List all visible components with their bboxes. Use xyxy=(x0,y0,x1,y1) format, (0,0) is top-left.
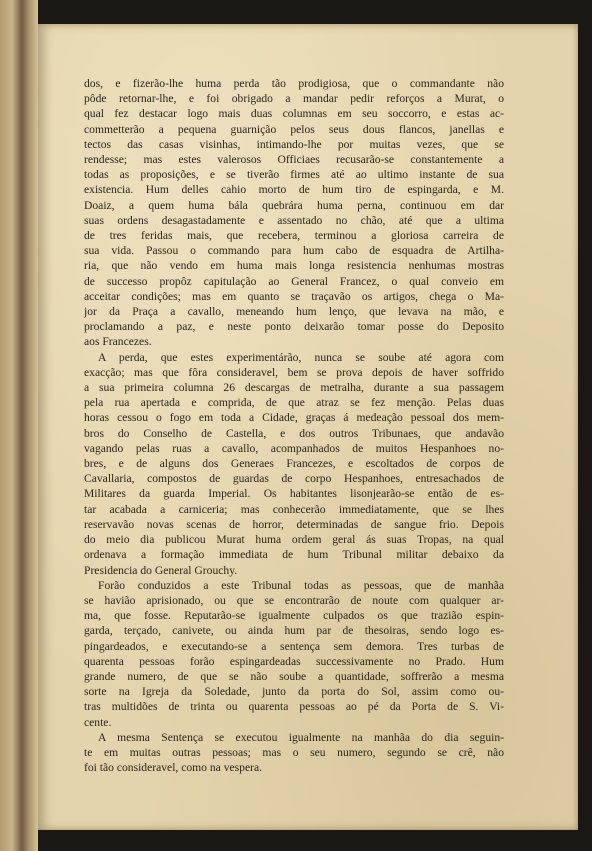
text-line: aos Francezes. xyxy=(84,335,152,349)
text-line: horas cessou o fogo em toda a Cidade, graças á medeação pessoal dos mem- xyxy=(84,411,504,425)
text-line: jor da Praça a cavallo, meneando hum lenço, que levava na mão, e xyxy=(84,305,504,319)
text-line: Cavallaria, compostos de guardas de corpo Hespanhoes, entresachados de xyxy=(84,472,504,486)
text-line: pôde retornar-lhe, e foi obrigado a mandar pedir reforços a Murat, o xyxy=(84,92,504,106)
text-line: ordenava a formação immediata de hum Tribunal militar debaixo da xyxy=(84,548,504,562)
text-line: A mesma Sentença se executou igualmente na manhãa do dia seguin- xyxy=(98,730,504,744)
text-line: Doaiz, a quem huma bála quebrára huma perna, continuou em dar xyxy=(84,198,504,212)
text-line: todas as proposições, e se tiverão firmes até ao ultimo instante de sua xyxy=(84,168,504,182)
text-line: qual fez destacar logo mais duas columnas em seu soccorro, e estas ac- xyxy=(84,107,504,121)
text-line: cente. xyxy=(84,715,112,729)
text-line: A perda, que estes experimentárão, nunca se soube até agora com xyxy=(98,350,504,364)
text-line: sua vida. Passou o commando para hum cabo de esquadra de Artilha- xyxy=(84,244,504,258)
text-line: do meio dia publicou Murat huma ordem geral ás suas Tropas, na qual xyxy=(84,533,504,547)
text-line: pingardeados, e executando-se a sentença sem demora. Tres turbas de xyxy=(84,639,504,653)
text-line: reservavão novas scenas de horror, determinadas de sangue frio. Depois xyxy=(84,517,504,531)
text-line: Militares da guarda Imperial. Os habitantes lisonjearão-se então de es- xyxy=(84,487,504,501)
facing-page-edge xyxy=(0,0,22,851)
text-line: garda, terçado, canivete, ou ainda hum par de thesoiras, sendo logo es- xyxy=(84,624,504,638)
text-line: se havião aprisionado, ou que se encontrarão de noute com qualquer ar- xyxy=(84,593,504,607)
text-line: Forão conduzidos a este Tribunal todas as pessoas, que de manhãa xyxy=(98,578,504,592)
text-line: suas ordens desagastadamente e assentado no chão, até que a ultima xyxy=(84,213,504,227)
text-line: ria, que não vendo em huma mais longa resistencia nenhumas mostras xyxy=(84,259,504,273)
text-line: tectos das casas visinhas, intimando-lhe por muitas vezes, que se xyxy=(84,137,504,151)
text-line: dos, e fizerão-lhe huma perda tão prodigiosa, que o commandante não xyxy=(84,77,504,90)
text-line: ma, que fosse. Reputarão-se igualmente culpados os que trazião espin- xyxy=(84,609,504,623)
text-line: foi tão consideravel, como na vespera. xyxy=(84,761,263,775)
text-line: tar acabada a carniceria; mas conhecerão immediatamente, que se lhes xyxy=(84,502,504,516)
text-line: vagando pelas ruas a cavallo, acompanhados de muitos Hespanhoes no- xyxy=(84,441,504,455)
text-line: bros do Conselho de Castella, e dos outros Tribunaes, que andavão xyxy=(84,426,504,440)
body-text xyxy=(84,76,504,775)
text-line: quarenta pessoas forão espingardeadas successivamente no Prado. Hum xyxy=(84,654,504,668)
paragraph xyxy=(84,350,504,578)
text-line: acceitar condições; mas em quanto se traçavão os artigos, chega o Ma- xyxy=(84,289,504,303)
text-line: a sua primeira columna 26 descargas de metralha, durante a sua passagem xyxy=(84,381,504,395)
text-line: tras multidões de trinta ou quarenta pessoas ao pé da Porta de S. Vi- xyxy=(84,700,504,714)
paragraph xyxy=(84,578,504,730)
paragraph xyxy=(84,76,504,350)
text-line: bres, e de alguns dos Generaes Francezes, e escoltados de corpos de xyxy=(84,457,504,471)
text-line: de successo propôz capitulação ao General Francez, o qual conveio em xyxy=(84,274,504,288)
text-line: existencia. Hum delles cahio morto de hum tiro de espingarda, e M. xyxy=(84,183,504,197)
text-line: rendesse; mas estes valerosos Officiaes recusarão-se constantemente a xyxy=(84,153,504,167)
text-line: exacção; mas que fôra consideravel, bem se prova depois de haver soffrido xyxy=(84,365,504,379)
paragraph xyxy=(84,730,504,776)
text-line: commetterão a pequena guarnição pelos seus dous flancos, janellas e xyxy=(84,122,504,136)
text-line: proclamando a paz, e neste ponto deixarão tomar posse do Deposito xyxy=(84,320,504,334)
text-line: de tres feridas mais, que recebera, terminou a gloriosa carreira de xyxy=(84,229,504,243)
book-gutter xyxy=(22,0,38,851)
text-line: sorte na Igreja da Soledade, junto da porta do Sol, assim como ou- xyxy=(84,685,504,699)
text-line: grande numero, de que se não soube a quantidade, soffrerão a mesma xyxy=(84,669,504,683)
text-line: te em muitas outras pessoas; mas o seu numero, segundo se crê, não xyxy=(84,745,504,759)
text-line: Presidencia do General Grouchy. xyxy=(84,563,238,577)
text-line: pela rua apertada e comprida, de que atraz se fez menção. Pelas duas xyxy=(84,396,504,410)
